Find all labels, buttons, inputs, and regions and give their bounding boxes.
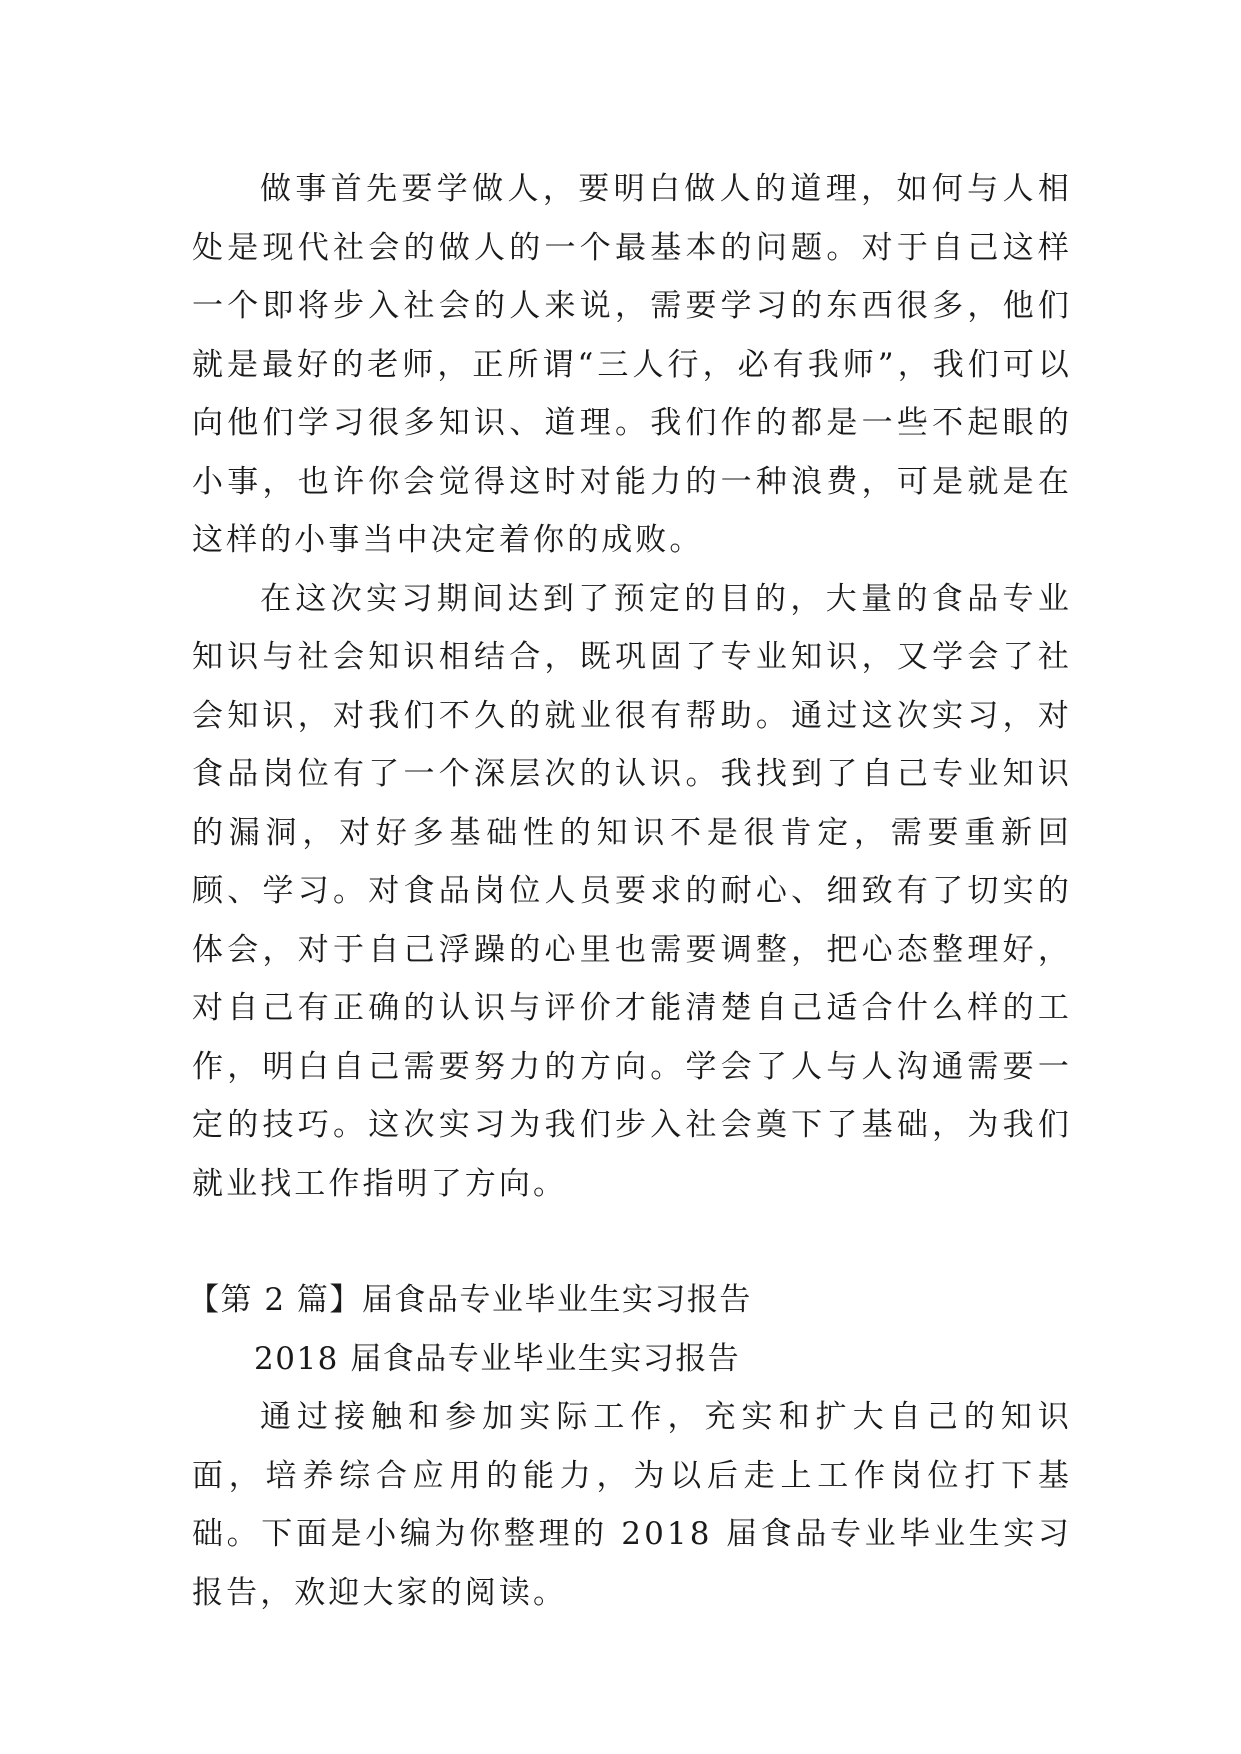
section-heading: 【第 2 篇】届食品专业毕业生实习报告 bbox=[188, 1282, 752, 1318]
paragraph-2: 在这次实习期间达到了预定的目的，大量的食品专业知识与社会知识相结合，既巩固了专业知识，又学会了社会知识，对我们不久的就业很有帮助。通过这次实习，对食品岗位有了一个深层次的认识。我找到了自己专业知识的漏洞，对好多基础性的知识不是很肯定，需要重新回顾、学习。对食品岗位人员要求的耐心、细致有了切实的体会，对于自己浮躁的心里也需要调整，把心态整理好，对自己有正确的认识与评价才能清楚自己适合什么样的工作，明白自己需要努力的方向。学会了人与人沟通需要一定的技巧。这次实习为我们步入社会奠下了基础，为我们就业找工作指明了方向。 bbox=[192, 580, 1072, 1202]
document-body bbox=[188, 160, 1072, 1622]
section-spacer bbox=[192, 1213, 1072, 1271]
section-paragraph-1: 通过接触和参加实际工作，充实和扩大自己的知识面，培养综合应用的能力，为以后走上工作岗位打下基础。下面是小编为你整理的 2018 届食品专业毕业生实习报告，欢迎大家的阅读。 bbox=[192, 1399, 1072, 1611]
section-subtitle: 2018 届食品专业毕业生实习报告 bbox=[254, 1340, 741, 1377]
paragraph-1: 做事首先要学做人，要明白做人的道理，如何与人相处是现代社会的做人的一个最基本的问题。对于自己这样一个即将步入社会的人来说，需要学习的东西很多，他们就是最好的老师，正所谓“三人行，必有我师”，我们可以向他们学习很多知识、道理。我们作的都是一些不起眼的小事，也许你会觉得这时对能力的一种浪费，可是就是在这样的小事当中决定着你的成败。 bbox=[192, 171, 1072, 558]
